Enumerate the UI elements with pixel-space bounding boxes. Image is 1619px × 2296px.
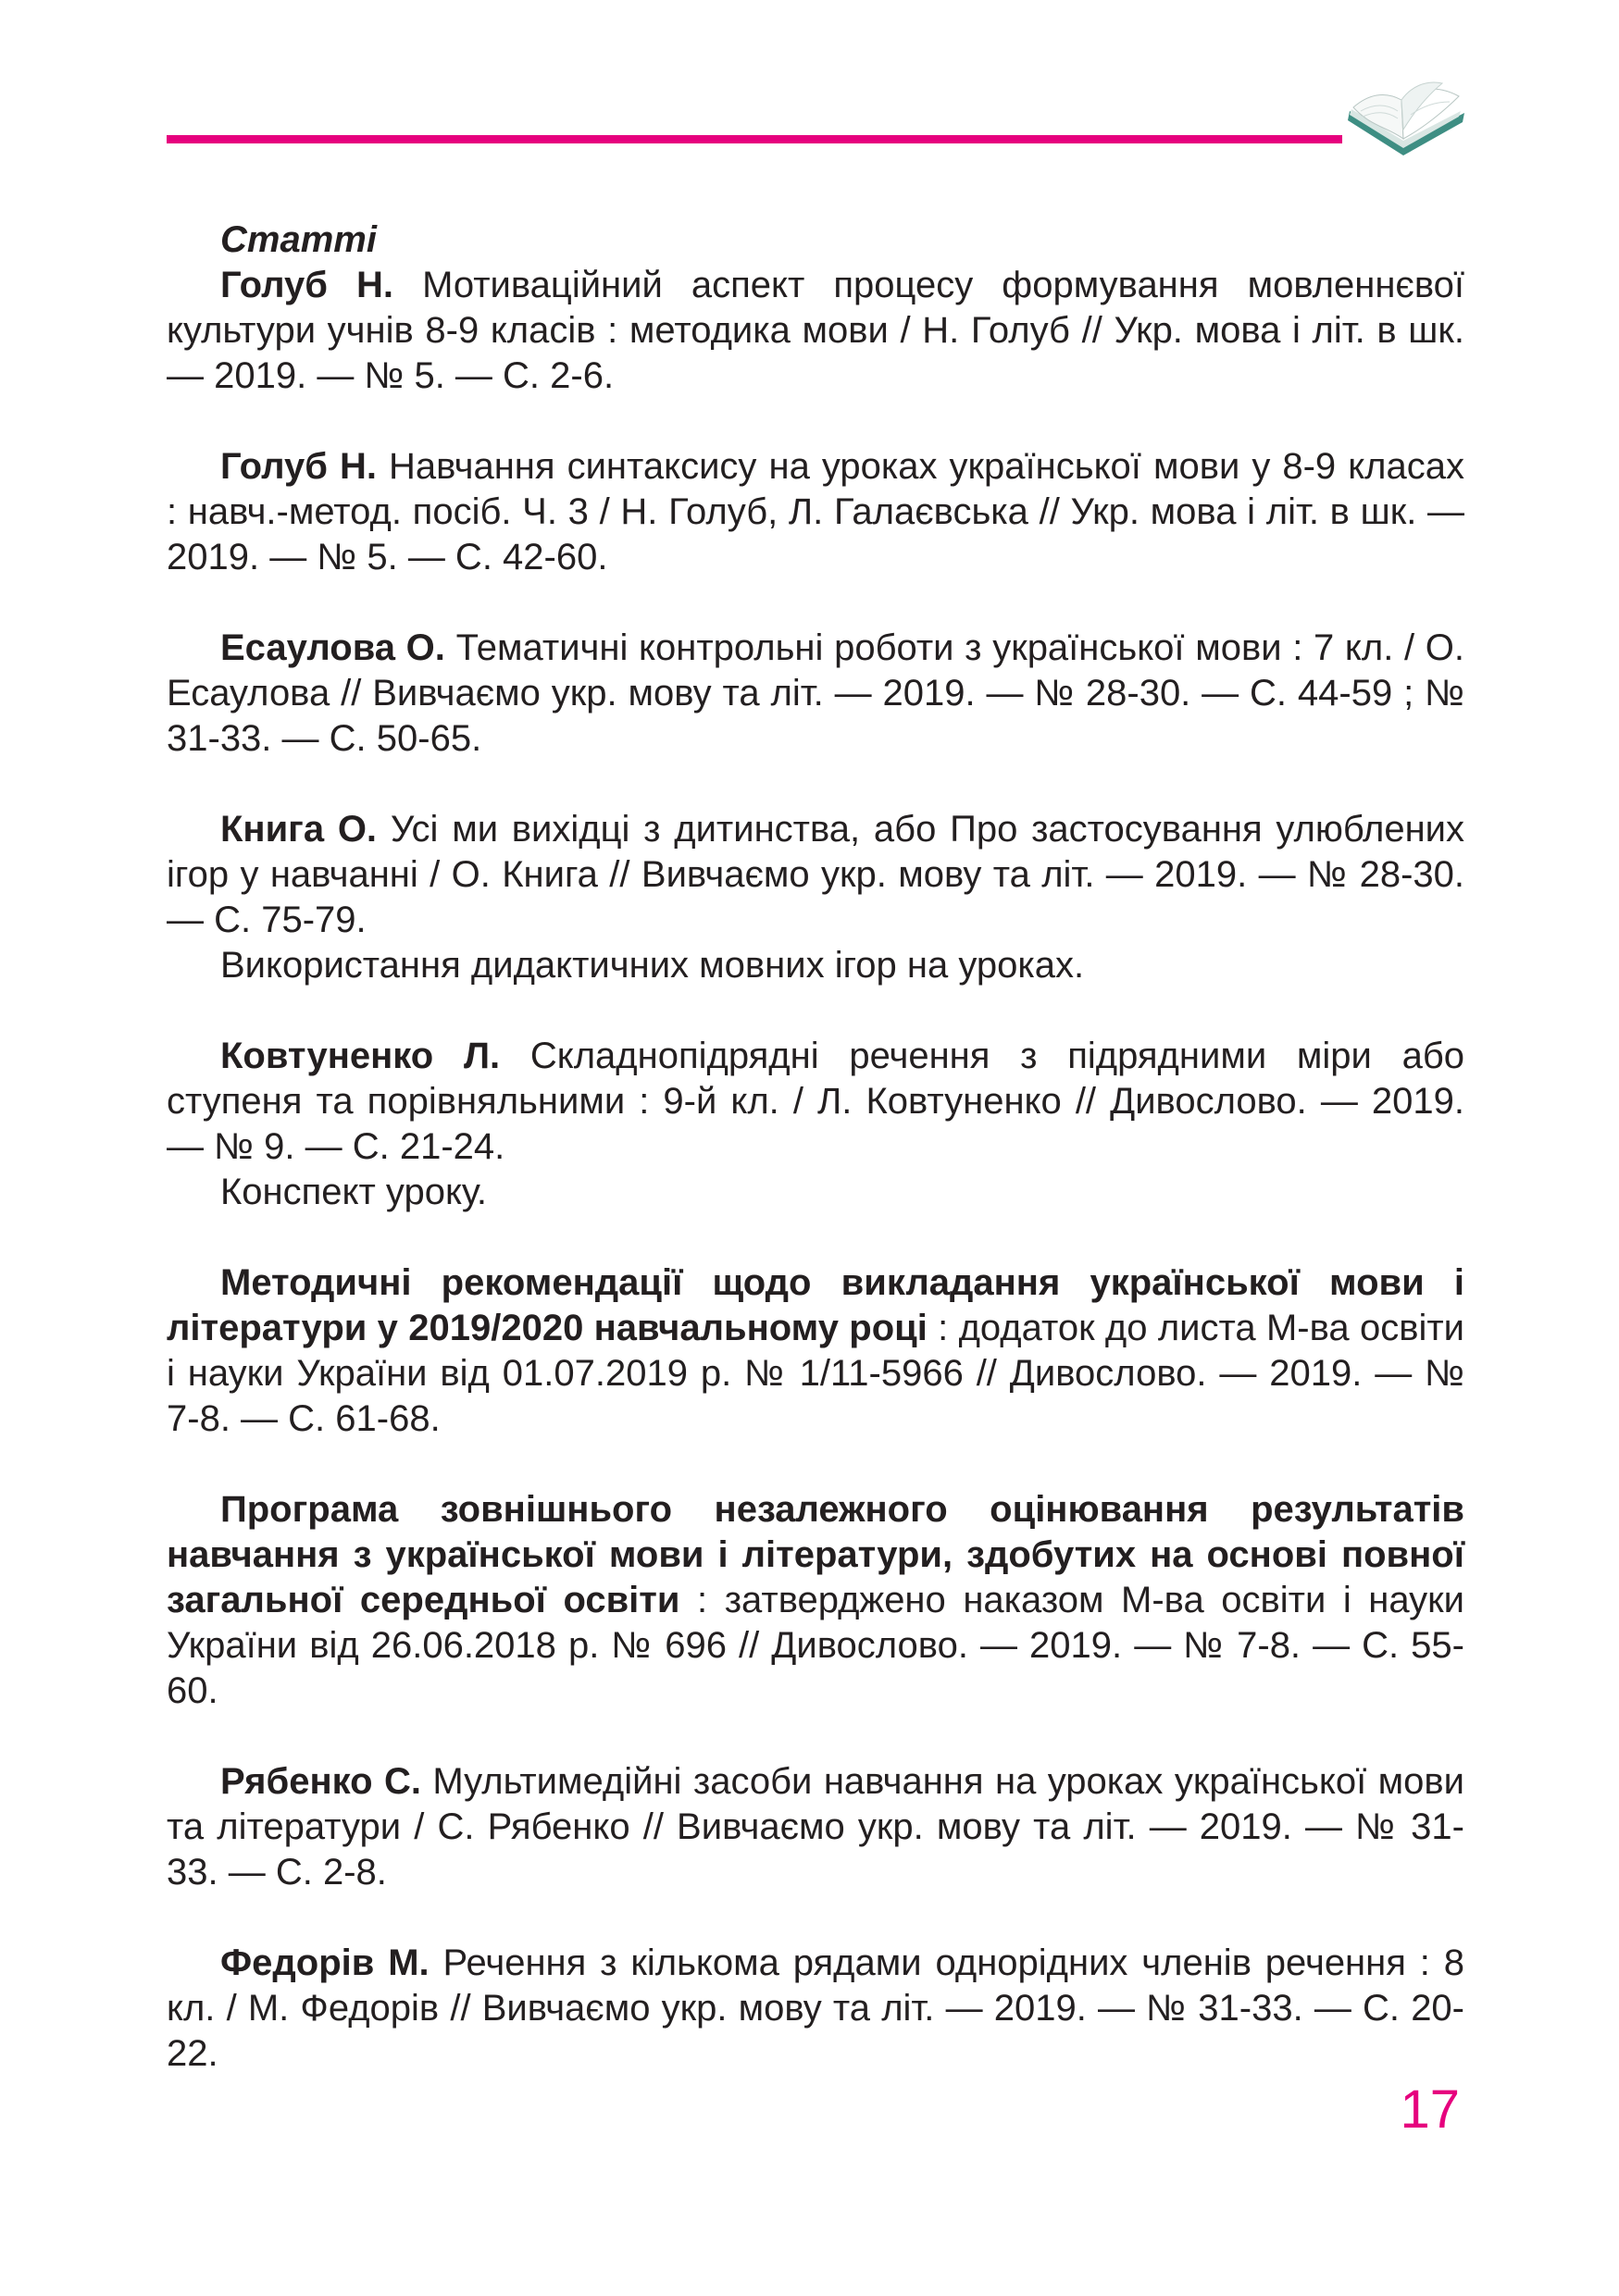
entry-text: : затверджено наказом М-ва освіти і науки України від 26.06.2018 р. № 696 // Дивослово. — 2019. — № 7-8. — С. 55-60. bbox=[167, 1580, 1464, 1711]
entry-text: : додаток до листа М-ва освіти і науки України від 01.07.2019 р. № 1/11-5966 // Дивослово. — 2019. — № 7-8. — С. 61-68. bbox=[167, 1308, 1464, 1439]
entry-text: Усі ми вихідці з дитинства, або Про застосування улюблених ігор у навчанні / О. Книга // Вивчаємо укр. мову та літ. — 2019. — № 28-30. — С. 75-79. bbox=[167, 809, 1465, 940]
entry-text: Речення з кількома рядами однорідних членів речення : 8 кл. / М. Федорів // Вивчаємо укр. мову та літ. — 2019. — № 31-33. — С. 20-22. bbox=[167, 1942, 1464, 2074]
entry-esaulova bbox=[167, 626, 1464, 762]
entry-text: Мультимедійні засоби навчання на уроках української мови та літератури / С. Рябенко // Вивчаємо укр. мову та літ. — 2019. — № 31-33. — С. 2-8. bbox=[167, 1761, 1464, 1893]
entry-kovtunenko bbox=[167, 1034, 1464, 1215]
entry-riabenko bbox=[167, 1759, 1464, 1895]
entry-author: Голуб Н. bbox=[220, 265, 394, 305]
entry-paragraph bbox=[167, 626, 1464, 762]
entry-paragraph bbox=[167, 807, 1464, 943]
page-number: 17 bbox=[1400, 2079, 1460, 2140]
entry-zno-program bbox=[167, 1487, 1464, 1714]
entry-golub-syntax bbox=[167, 444, 1464, 580]
entry-paragraph bbox=[167, 1260, 1464, 1442]
entry-author: Голуб Н. bbox=[220, 446, 377, 487]
entry-author: Ковтуненко Л. bbox=[220, 1036, 501, 1076]
entry-text: Складнопідрядні речення з підрядними міри або ступеня та порівняльними : 9-й кл. / Л. Ковтуненко // Дивослово. — 2019. — № 9. — С. 21-24. bbox=[167, 1036, 1464, 1167]
entry-method-recommendations bbox=[167, 1260, 1464, 1442]
entry-paragraph bbox=[167, 444, 1464, 580]
entry-paragraph bbox=[167, 1941, 1464, 2077]
bibliography-content bbox=[167, 217, 1464, 2122]
entry-knyha bbox=[167, 807, 1464, 988]
entry-author: Книга О. bbox=[220, 809, 378, 850]
entry-text: Навчання синтаксису на уроках української мови у 8-9 класах : навч.-метод. посіб. Ч. 3 / Н. Голуб, Л. Галаєвська // Укр. мова і літ. в шк. — 2019. — № 5. — С. 42-60. bbox=[167, 446, 1464, 577]
entry-annotation: Конспект уроку. bbox=[220, 1172, 488, 1212]
entry-paragraph bbox=[167, 263, 1464, 399]
entry-author: Есаулова О. bbox=[220, 627, 445, 668]
entry-title: Програма зовнішнього незалежного оцінювання результатів навчання з української мови і літератури, здобутих на основі повної загальної середньої освіти bbox=[167, 1489, 1464, 1620]
entry-author: Федорів М. bbox=[220, 1942, 430, 1983]
entry-paragraph bbox=[167, 1034, 1464, 1170]
entry-golub-motivation bbox=[167, 263, 1464, 399]
header-rule bbox=[167, 135, 1342, 143]
entry-title: Методичні рекомендації щодо викладання української мови і літератури у 2019/2020 навчальному році bbox=[167, 1262, 1464, 1348]
entry-text: Мотиваційний аспект процесу формування мовленнєвої культури учнів 8-9 класів : методика мови / Н. Голуб // Укр. мова і літ. в шк. — 2019. — № 5. — С. 2-6. bbox=[167, 265, 1464, 396]
entry-text: Тематичні контрольні роботи з української мови : 7 кл. / О. Есаулова // Вивчаємо укр. мову та літ. — 2019. — № 28-30. — С. 44-59 ; № 31-33. — С. 50-65. bbox=[167, 627, 1464, 759]
entry-paragraph bbox=[167, 1759, 1464, 1895]
entry-fedoriv bbox=[167, 1941, 1464, 2077]
section-heading: Статті bbox=[220, 219, 377, 260]
entry-paragraph bbox=[167, 1487, 1464, 1714]
entry-author: Рябенко С. bbox=[220, 1761, 421, 1802]
entry-annotation: Використання дидактичних мовних ігор на уроках. bbox=[220, 945, 1085, 986]
open-book-icon bbox=[1342, 74, 1472, 176]
